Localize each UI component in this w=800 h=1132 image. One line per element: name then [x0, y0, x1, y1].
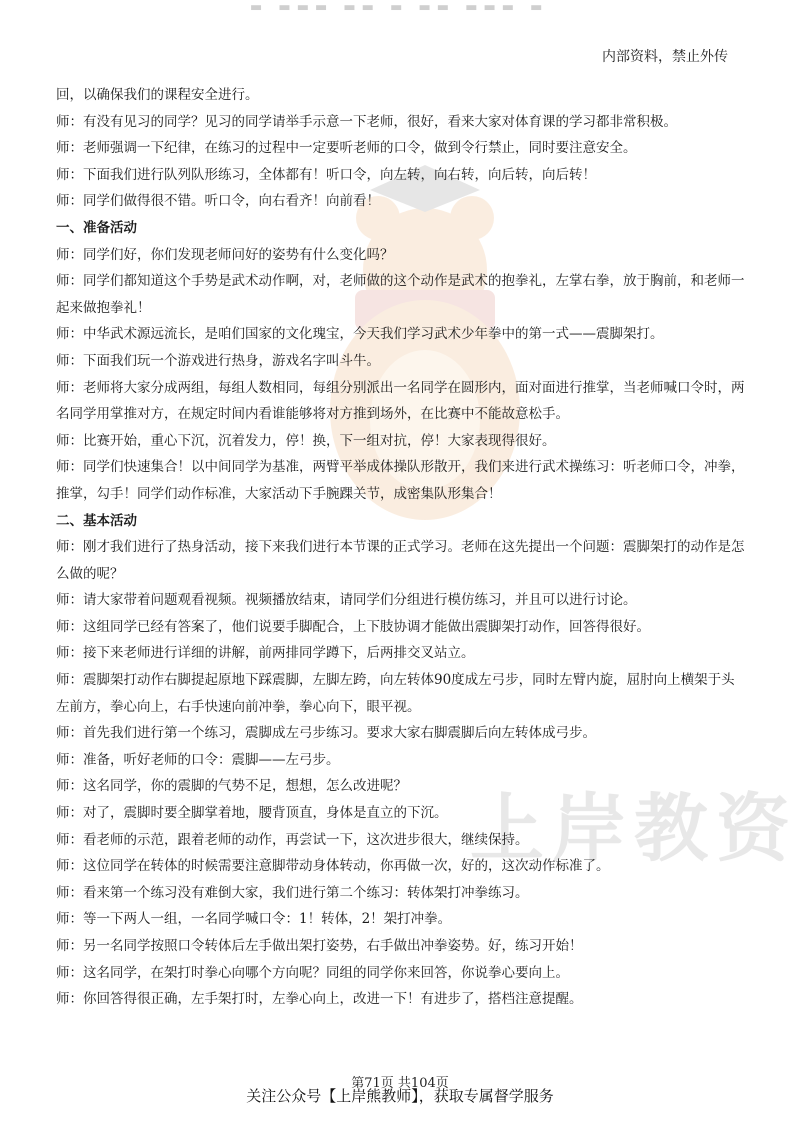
footer-promo: 关注公众号【上岸熊教师】，获取专属督学服务	[246, 1087, 554, 1105]
paragraph: 师：这名同学，你的震脚的气势不足，想想，怎么改进呢？	[56, 778, 407, 795]
paragraph: 师：这名同学，在架打时拳心向哪个方向呢？同组的同学你来回答，你说拳心要向上。	[56, 964, 569, 981]
paragraph: 师：这组同学已经有答案了，他们说要手脚配合，上下肢协调才能做出震脚架打动作，回答得很好。	[56, 618, 650, 635]
paragraph: 回，以确保我们的课程安全进行。	[56, 87, 259, 103]
paragraph: 师：同学们做得很不错。听口令，向右看齐！向前看！	[56, 193, 380, 210]
paragraph: 师：下面我们玩一个游戏进行热身，游戏名字叫斗牛。	[56, 352, 380, 369]
paragraph: 师：看来第一个练习没有难倒大家，我们进行第二个练习：转体架打冲拳练习。	[56, 884, 529, 901]
watermark-text: 上岸教资	[470, 786, 798, 872]
paragraph: 师：准备，听好老师的口令：震脚——左弓步。	[56, 751, 340, 768]
paragraph: 师：老师强调一下纪律，在练习的过程中一定要听老师的口令，做到令行禁止，同时要注意安全。	[56, 140, 637, 157]
paragraph: 师：震脚架打动作右脚提起原地下踩震脚，左脚左跨，向左转体90度成左弓步，同时左臂内旋，屈肘向上横架于头左前方，拳心向上，右手快速向前冲拳，拳心向下，眼平视。	[56, 672, 735, 715]
page-number: 第71页 共104页	[351, 1076, 449, 1091]
section-heading: 二、基本活动	[56, 512, 137, 529]
paragraph: 师：等一下两人一组，一名同学喊口令：1！转体，2！架打冲拳。	[56, 911, 452, 928]
paragraph: 师：看老师的示范，跟着老师的动作，再尝试一下，这次进步很大，继续保持。	[56, 831, 529, 848]
paragraph: 师：老师将大家分成两组，每组人数相同，每组分别派出一名同学在圆形内，面对面进行推掌，当老师喊口令时，两名同学用掌推对方，在规定时间内看谁能够将对方推到场外，在比赛中不能故意松手。	[56, 379, 745, 423]
paragraph: 师：中华武术源远流长，是咱们国家的文化瑰宝，今天我们学习武术少年拳中的第一式——震脚架打。	[56, 326, 664, 343]
paragraph: 师：同学们快速集合！以中间同学为基准，两臂平举成体操队形散开，我们来进行武术操练习：听老师口令，冲拳，推掌，勾手！同学们动作标准，大家活动下手腕踝关节，成密集队形集合！	[56, 459, 745, 502]
paragraph: 师：另一名同学按照口令转体后左手做出架打姿势，右手做出冲拳姿势。好，练习开始！	[56, 938, 583, 954]
document-body	[56, 82, 746, 1013]
paragraph: 师：下面我们进行队列队形练习，全体都有！听口令，向左转，向右转，向后转，向后转！	[56, 166, 596, 183]
paragraph: 师：对了，震脚时要全脚掌着地，腰背顶直，身体是直立的下沉。	[56, 805, 448, 822]
paragraph: 师：同学们都知道这个手势是武术动作啊，对，老师做的这个动作是武术的抱拳礼，左掌右拳，放于胸前，和老师一起来做抱拳礼！	[56, 273, 745, 316]
top-faded-header: ▬ ▬▬▬ ▬▬ ▬ ▬▬ ▬▬▬ ▬	[250, 0, 549, 14]
paragraph: 师：首先我们进行第一个练习，震脚成左弓步练习。要求大家右脚震脚后向左转体成弓步。	[56, 725, 596, 742]
paragraph: 师：接下来老师进行详细的讲解，前两排同学蹲下，后两排交叉站立。	[56, 645, 475, 662]
paragraph: 师：你回答得很正确，左手架打时，左拳心向上，改进一下！有进步了，搭档注意提醒。	[56, 991, 583, 1008]
paragraph: 师：这位同学在转体的时候需要注意脚带动身体转动，你再做一次，好的，这次动作标准了。	[56, 858, 610, 875]
paragraph: 师：请大家带着问题观看视频。视频播放结束，请同学们分组进行模仿练习，并且可以进行讨论。	[56, 592, 637, 609]
paragraph: 师：有没有见习的同学？见习的同学请举手示意一下老师，很好，看来大家对体育课的学习都非常积极。	[56, 113, 677, 130]
paragraph: 师：比赛开始，重心下沉，沉着发力，停！换，下一组对抗，停！大家表现得很好。	[56, 432, 556, 449]
confidential-notice: 内部资料，禁止外传	[602, 49, 728, 65]
section-heading: 一、准备活动	[56, 219, 137, 236]
paragraph: 师：同学们好，你们发现老师问好的姿势有什么变化吗？	[56, 246, 394, 263]
paragraph: 师：刚才我们进行了热身活动，接下来我们进行本节课的正式学习。老师在这先提出一个问题：震脚架打的动作是怎么做的呢？	[56, 539, 745, 582]
